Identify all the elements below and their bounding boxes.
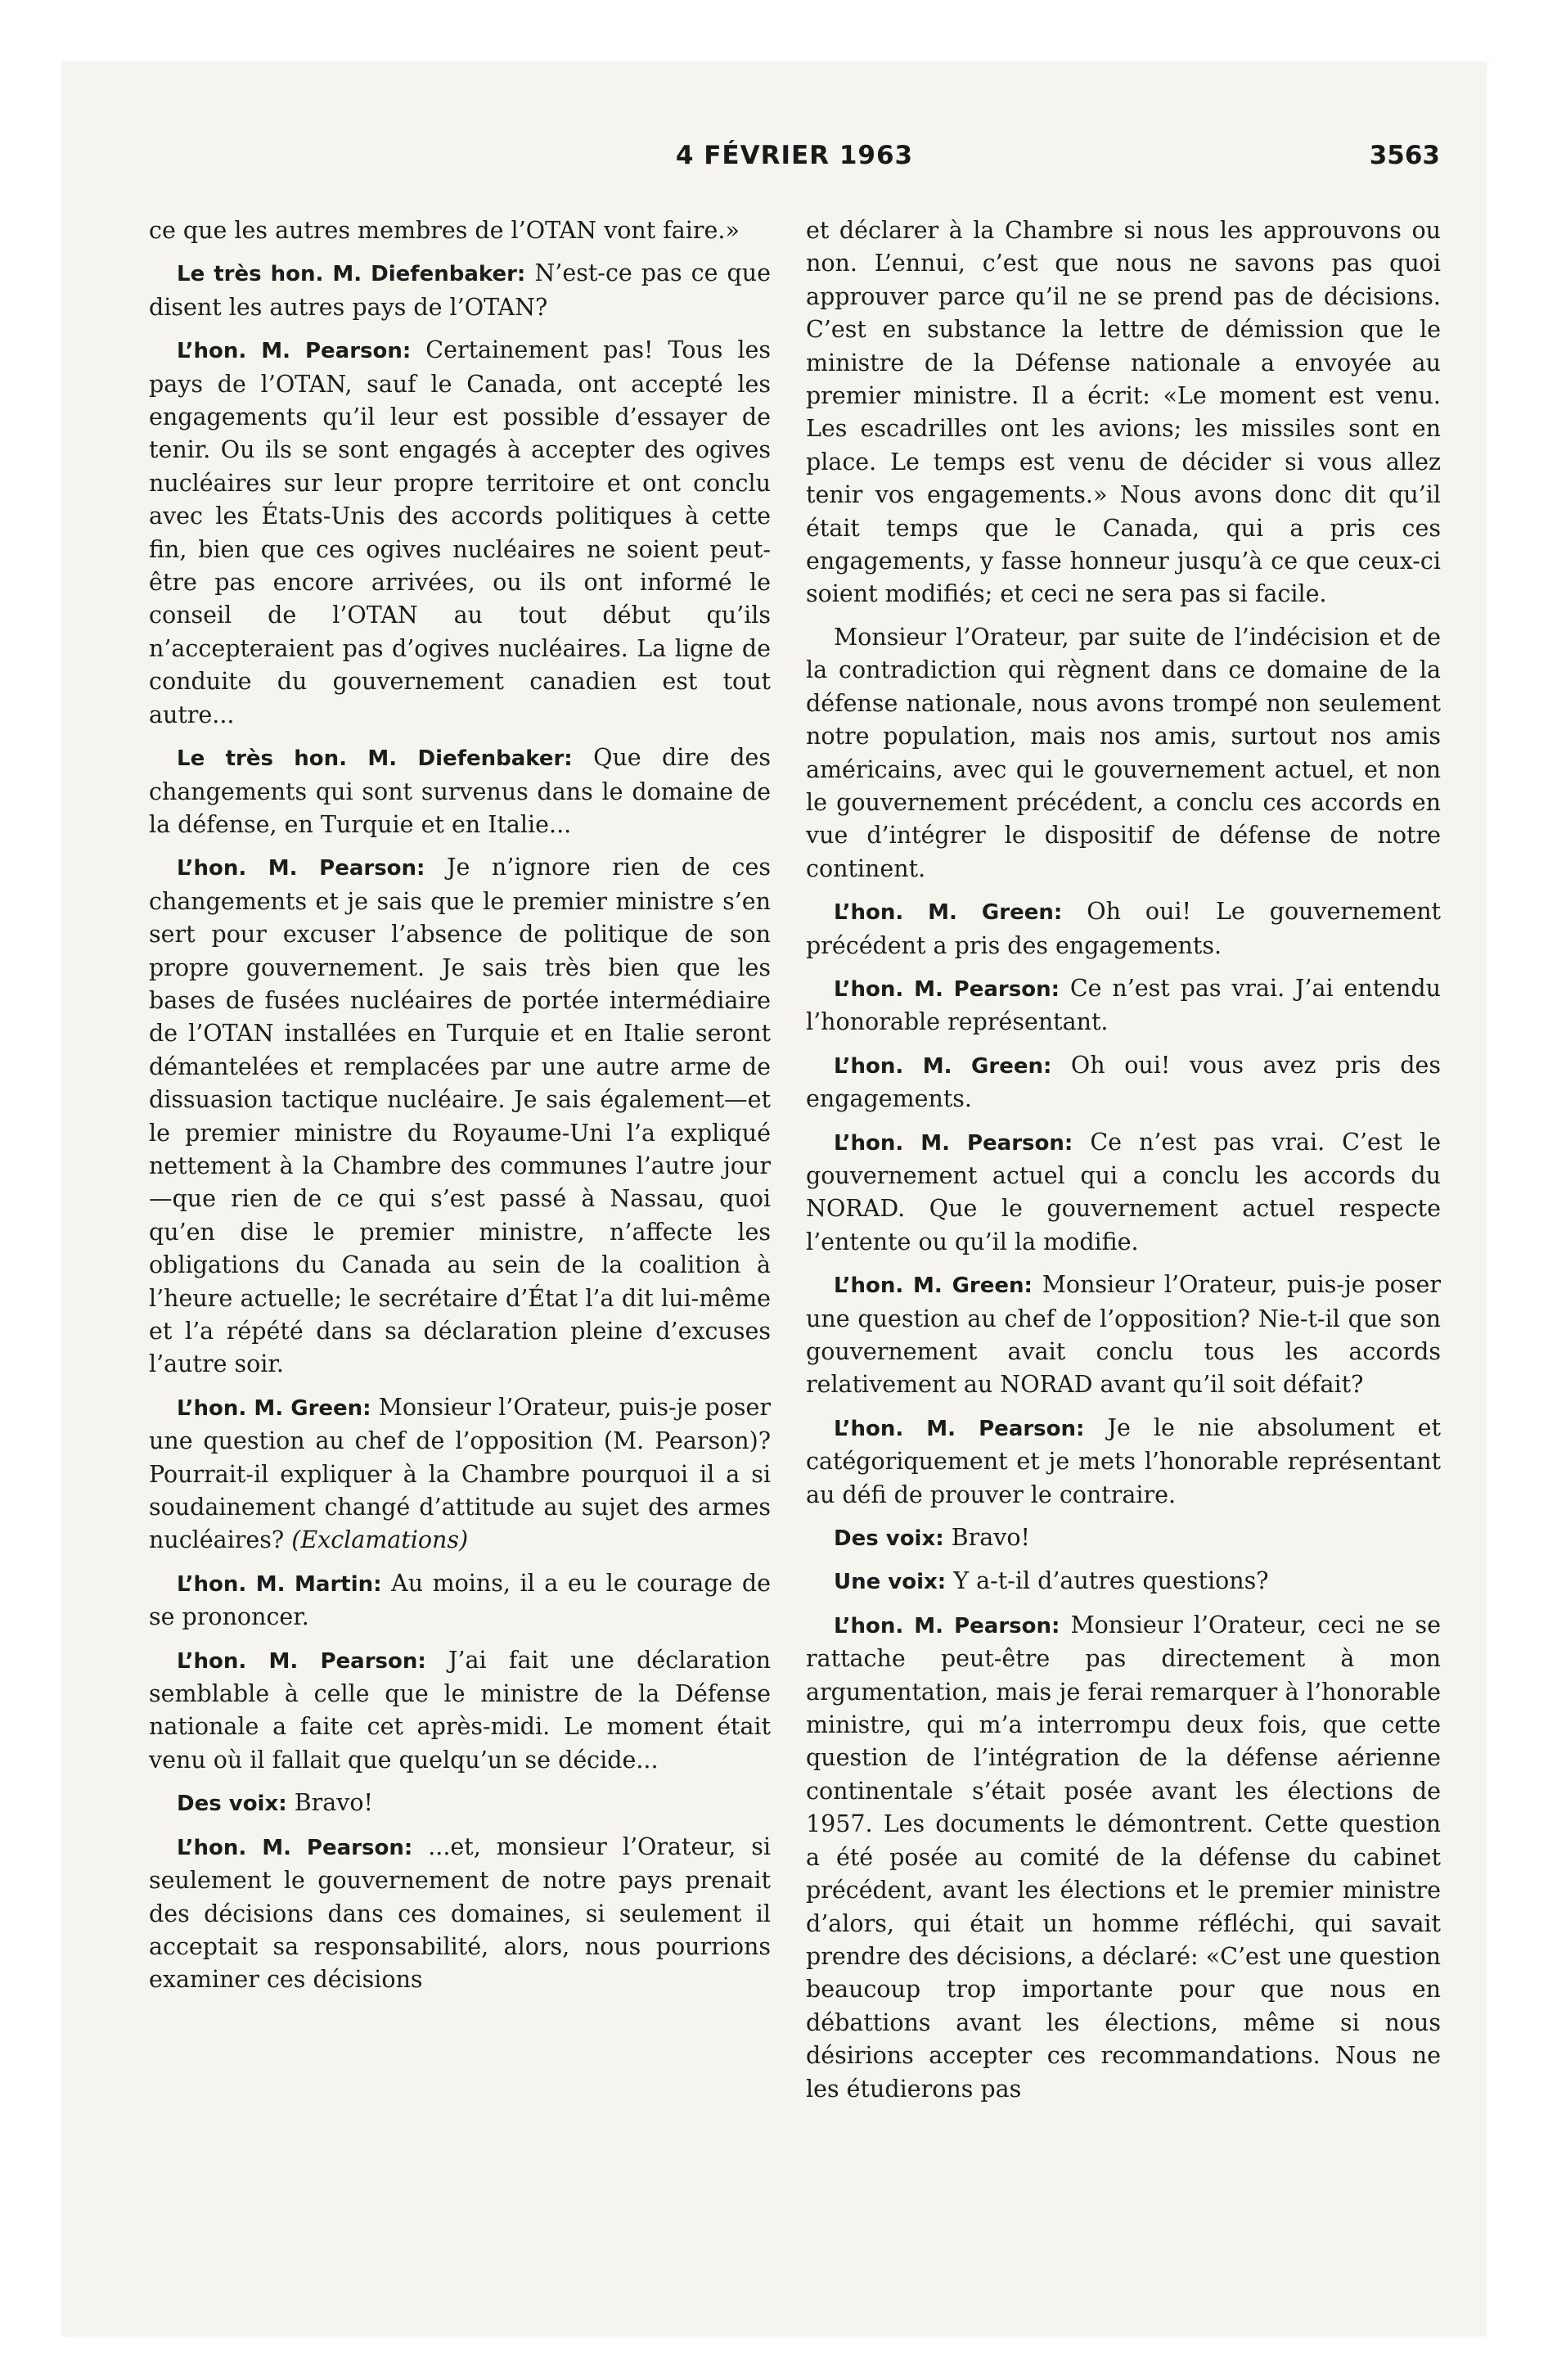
speaker-name: L’hon. M. Pearson: <box>834 1613 1060 1639</box>
paragraph-text: Bravo! <box>943 1524 1030 1552</box>
paragraph <box>806 621 1441 886</box>
speaker-name: L’hon. M. Martin: <box>177 1571 382 1597</box>
paragraph-text: ...et, monsieur l’Orateur, si seulement le gouvernement de notre pays prenait des décisions dans ces domaines, si seulement il acceptait sa responsabilité, alors, nous pourrions examiner ces décisions <box>149 1832 771 1994</box>
paragraph <box>806 1126 1441 1260</box>
left-column <box>149 214 771 2007</box>
paragraph <box>149 257 771 324</box>
speaker-name: Des voix: <box>834 1526 944 1552</box>
paragraph-text: Oh oui! vous avez pris des engagements. <box>806 1051 1442 1113</box>
page-date: 4 FÉVRIER 1963 <box>675 141 914 170</box>
paragraph <box>149 1831 771 1997</box>
paragraph <box>806 1049 1441 1116</box>
paragraph <box>149 1644 771 1778</box>
speaker-name: L’hon. M. Green: <box>834 1273 1033 1299</box>
paragraph-text: Monsieur l’Orateur, puis-je poser une question au chef de l’opposition (M. Pearson)? Pourrait-il expliquer à la Chambre pourquoi il a si soudainement changé d’attitude au sujet des armes nucléaires? <box>149 1393 771 1554</box>
paragraph <box>149 1567 771 1634</box>
paragraph-text: Monsieur l’Orateur, puis-je poser une question au chef de l’opposition? Nie-t-il que son gouvernement avait conclu tous les accords relativement au NORAD avant qu’il soit défait? <box>806 1271 1442 1399</box>
paragraph-text: N’est-ce pas ce que disent les autres pays de l’OTAN? <box>149 259 772 321</box>
paragraph <box>149 741 771 841</box>
paragraph-text: Bravo! <box>286 1789 373 1817</box>
paragraph <box>149 214 771 247</box>
paragraph-text: Ce n’est pas vrai. J’ai entendu l’honorable représentant. <box>806 974 1441 1036</box>
paragraph-text: Oh oui! Le gouvernement précédent a pris des engagements. <box>806 898 1441 959</box>
speaker-name: L’hon. M. Pearson: <box>177 1648 426 1674</box>
speaker-name: Des voix: <box>177 1792 287 1817</box>
speaker-name: L’hon. M. Pearson: <box>177 1835 413 1860</box>
paragraph-text: Certainement pas! Tous les pays de l’OTAN, sauf le Canada, ont accepté les engagements qu’il leur est possible d’essayer de tenir. Ou ils se sont engagés à accepter des ogives nucléaires sur leur propre territoire et ont conclu avec les États-Unis des accords politiques à cette fin, bien que ces ogives nucléaires ne soient peut-être pas encore arrivées, ou ils ont informé le conseil de l’OTAN au tout début qu’ils n’accepteraient pas d’ogives nucléaires. La ligne de conduite du gouvernement canadien est tout autre... <box>149 336 771 728</box>
speaker-name: L’hon. M. Pearson: <box>177 856 425 881</box>
paragraph <box>806 1269 1441 1402</box>
speaker-name: Le très hon. M. Diefenbaker: <box>177 746 573 772</box>
paragraph <box>806 972 1441 1039</box>
speaker-name: L’hon. M. Pearson: <box>177 339 412 364</box>
paragraph <box>806 895 1441 962</box>
speaker-name: L’hon. M. Green: <box>177 1395 371 1421</box>
paragraph <box>806 1609 1441 2106</box>
speaker-name: L’hon. M. Green: <box>834 1053 1052 1079</box>
speaker-name: L’hon. M. Pearson: <box>834 1416 1085 1441</box>
paragraph-text: et déclarer à la Chambre si nous les approuvons ou non. L’ennui, c’est que nous ne savons pas quoi approuver parce qu’il ne se prend pas de décisions. C’est en substance la lettre de démission que le ministre de la Défense nationale a envoyée au premier ministre. Il a écrit: «Le moment est venu. Les escadrilles ont les avions; les missiles sont en place. Le temps est venu de décider si vous allez tenir vos engagements.» Nous avons donc dit qu’il était temps que le Canada, qui a pris ces engagements, y fasse honneur jusqu’à ce que ceux-ci soient modifiés; et ceci ne sera pas si facile. <box>806 217 1441 608</box>
paragraph-text: Y a-t-il d’autres questions? <box>946 1567 1269 1595</box>
page-header <box>149 141 1440 188</box>
paragraph-text: Ce n’est pas vrai. C’est le gouvernement actuel qui a conclu les accords du NORAD. Que le gouvernement actuel respecte l’entente ou qu’il la modifie. <box>806 1128 1441 1255</box>
paragraph-text: Monsieur l’Orateur, par suite de l’indécision et de la contradiction qui règnent dans ce domaine de la défense nationale, nous avons trompé non seulement notre population, mais nos amis, surtout nos amis américains, avec qui le gouvernement actuel, et non le gouvernement précédent, a conclu ces accords en vue d’intégrer le dispositif de défense de notre continent. <box>806 623 1441 882</box>
speaker-name: L’hon. M. Pearson: <box>834 1130 1073 1156</box>
page-number: 3563 <box>1369 141 1440 170</box>
paragraph <box>806 214 1441 611</box>
paragraph <box>149 1391 771 1557</box>
paragraph <box>806 1565 1441 1598</box>
paragraph <box>806 1412 1441 1512</box>
paragraph <box>149 851 771 1382</box>
paragraph-text: Je le nie absolument et catégoriquement et je mets l’honorable représentant au défi de prouver le contraire. <box>806 1413 1441 1508</box>
right-column <box>806 214 1441 2116</box>
speaker-name: L’hon. M. Green: <box>834 900 1063 926</box>
paragraph-text: Je n’ignore rien de ces changements et je sais que le premier ministre s’en sert pour excuser l’absence de politique de son propre gouvernement. Je sais très bien que les bases de fusées nucléaires de portée intermédiaire de l’OTAN installées en Turquie et en Italie seront démantelées et remplacées par une autre arme de dissuasion tactique nucléaire. Je sais également—et le premier ministre du Royaume-Uni l’a expliqué nettement à la Chambre des communes l’autre jour—que rien de ce qui s’est passé à Nassau, quoi qu’en dise le premier ministre, n’affecte les obligations du Canada au sein de la coalition à l’heure actuelle; le secrétaire d’État l’a dit lui-même et l’a répété dans sa déclaration pleine d’excuses l’autre soir. <box>149 854 771 1378</box>
speaker-name: Le très hon. M. Diefenbaker: <box>177 262 526 287</box>
paragraph-text: Que dire des changements qui sont survenus dans le domaine de la défense, en Turquie et en Italie... <box>149 744 771 838</box>
paragraph-text: ce que les autres membres de l’OTAN vont faire.» <box>149 217 740 244</box>
speaker-name: Une voix: <box>834 1570 947 1595</box>
paragraph-text: J’ai fait une déclaration semblable à celle que le ministre de la Défense nationale a faite cet après-midi. Le moment était venu où il fallait que quelqu’un se décide... <box>149 1646 771 1774</box>
paragraph-text: Au moins, il a eu le courage de se prononcer. <box>149 1569 771 1631</box>
paragraph-text: Monsieur l’Orateur, ceci ne se rattache peut-être pas directement à mon argumentation, mais je ferai remarquer à l’honorable ministre, qui m’a interrompu deux fois, que cette question de l’intégration de la défense aérienne continentale s’était posée avant les élections de 1957. Les documents le démontrent. Cette question a été posée au comité de la défense du cabinet précédent, avant les élections et le premier ministre d’alors, qui était un homme réfléchi, qui savait prendre des décisions, a déclaré: «C’est une question beaucoup trop importante pour que nous en débattions avant les élections, même si nous désirions accepter ces recommandations. Nous ne les étudierons pas <box>806 1611 1441 2103</box>
speaker-name: L’hon. M. Pearson: <box>834 976 1060 1002</box>
paragraph <box>149 334 771 732</box>
italic-note: (Exclamations) <box>291 1526 469 1554</box>
paragraph <box>149 1787 771 1820</box>
paragraph <box>806 1521 1441 1555</box>
